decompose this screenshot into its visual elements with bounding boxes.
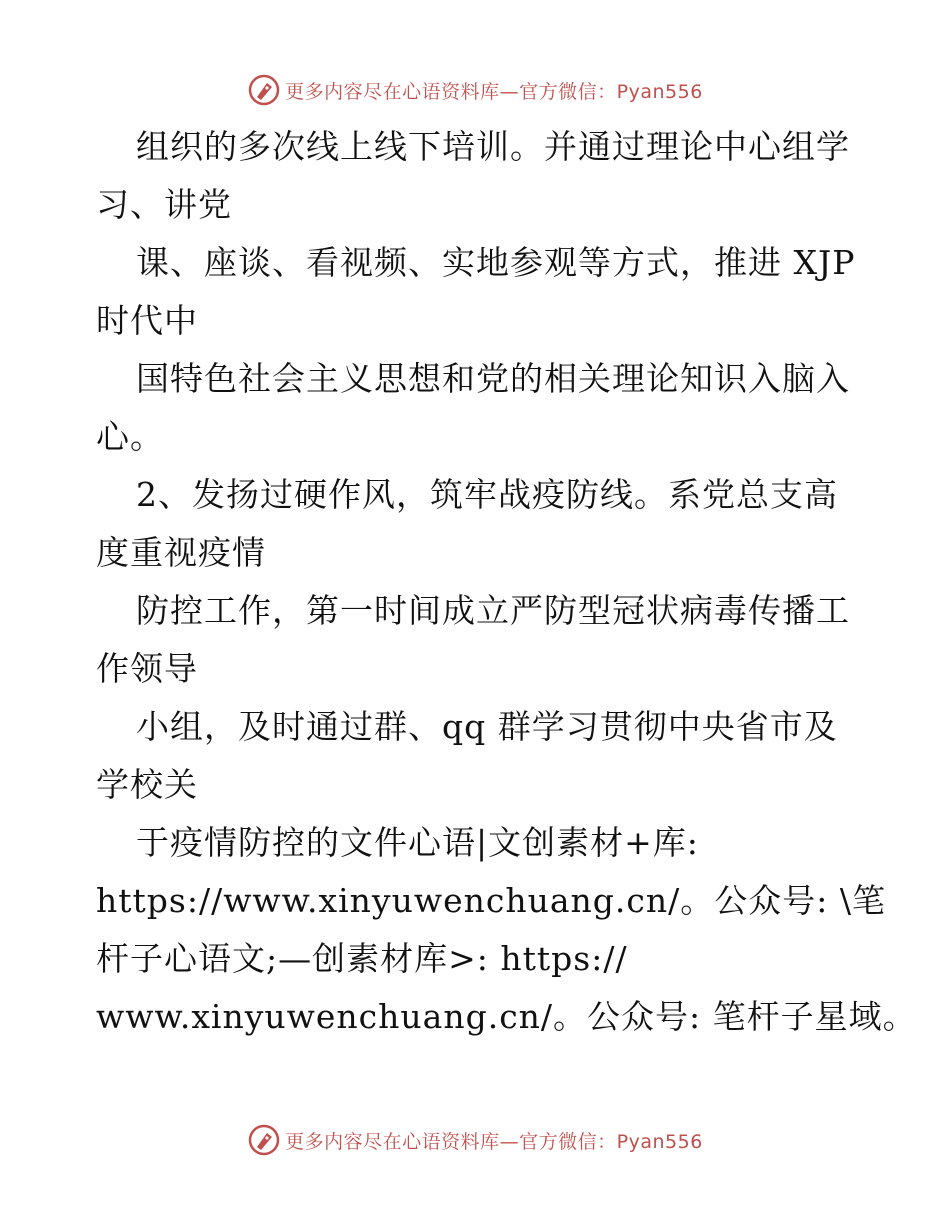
text-line: 国特色社会主义思想和党的相关理论知识入脑入 [136, 359, 850, 398]
header-banner [0, 70, 950, 110]
banner-text: 更多内容尽在心语资料库—官方微信：Pyan556 [285, 1130, 703, 1153]
text-line: 心。 [96, 417, 164, 456]
text-line: 杆子心语文;—创素材库>: https:// [96, 939, 628, 978]
text-line: 课、座谈、看视频、实地参观等方式，推进 XJP [136, 243, 856, 282]
banner-text: 更多内容尽在心语资料库—官方微信：Pyan556 [285, 80, 703, 103]
text-line: 组织的多次线上线下培训。并通过理论中心组学 [136, 127, 850, 166]
document-body [96, 118, 917, 1046]
text-line: 小组，及时通过群、qq 群学习贯彻中央省市及 [136, 707, 838, 746]
text-line: 习、讲党 [96, 185, 232, 224]
text-line: 2、发扬过硬作风，筑牢战疫防线。系党总支高 [136, 475, 838, 514]
text-line: www.xinyuwenchuang.cn/。公众号: 笔杆子星域。 [96, 997, 917, 1036]
text-line: 学校关 [96, 765, 198, 804]
text-line: 作领导 [96, 649, 198, 688]
text-line: 于疫情防控的文件心语|文创素材+库: [136, 823, 699, 862]
text-line: 时代中 [96, 301, 198, 340]
text-line: 防控工作，第一时间成立严防型冠状病毒传播工 [136, 591, 850, 630]
pen-nib-icon [247, 73, 281, 107]
text-line: 度重视疫情 [96, 533, 266, 572]
footer-banner [0, 1120, 950, 1160]
text-line: https://www.xinyuwenchuang.cn/。公众号: \笔 [96, 881, 886, 920]
pen-nib-icon [247, 1123, 281, 1157]
